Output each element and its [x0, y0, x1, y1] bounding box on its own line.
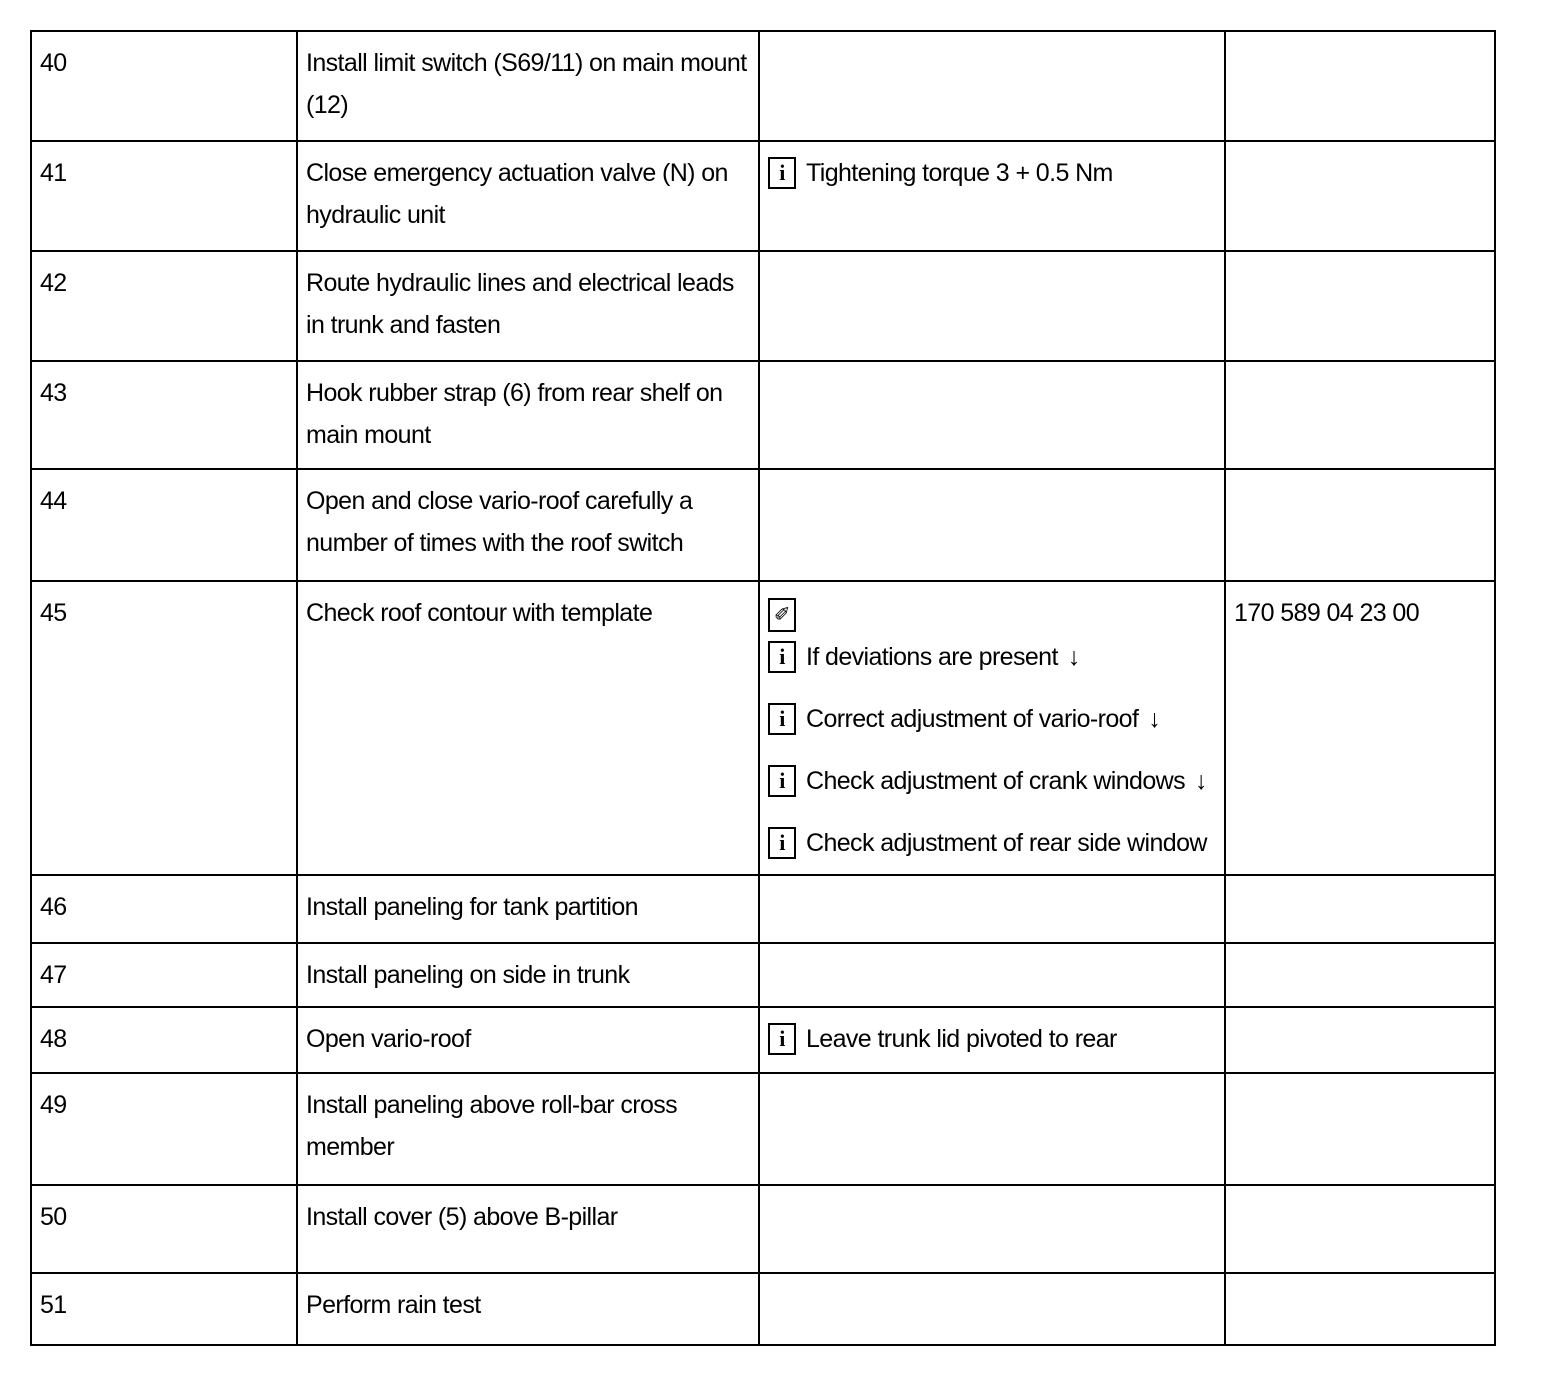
note-line — [768, 822, 1216, 864]
info-icon: i — [768, 765, 796, 797]
table-row — [31, 361, 1495, 469]
procedure-table — [30, 30, 1496, 1346]
table-row — [31, 1273, 1495, 1345]
note-text: Check adjustment of crank windows — [806, 767, 1185, 795]
step-number: 41 — [31, 141, 297, 251]
note-line — [768, 698, 1216, 740]
operation-text: Install paneling for tank partition — [297, 875, 759, 943]
table-row — [31, 31, 1495, 141]
info-icon: i — [768, 827, 796, 859]
operation-text: Open and close vario-roof carefully a number of times with the roof switch — [297, 469, 759, 581]
operation-text: Install limit switch (S69/11) on main mount (12) — [297, 31, 759, 141]
tool-number — [1225, 251, 1495, 361]
tool-number — [1225, 1273, 1495, 1345]
down-arrow-icon: ↓ — [1067, 643, 1080, 671]
note-text: Leave trunk lid pivoted to rear — [806, 1025, 1117, 1053]
notes-cell — [759, 1185, 1225, 1273]
notes-cell — [759, 469, 1225, 581]
operation-text: Install paneling on side in trunk — [297, 943, 759, 1007]
notes-cell — [759, 31, 1225, 141]
step-number: 46 — [31, 875, 297, 943]
info-icon: i — [768, 157, 796, 189]
special-tool-icon: ✐ — [768, 598, 796, 632]
info-icon: i — [768, 1023, 796, 1055]
operation-text: Install cover (5) above B-pillar — [297, 1185, 759, 1273]
table-row — [31, 1073, 1495, 1185]
table-row — [31, 1007, 1495, 1073]
notes-cell — [759, 581, 1225, 875]
info-icon: i — [768, 641, 796, 673]
table-row — [31, 469, 1495, 581]
note-text: If deviations are present — [806, 643, 1058, 671]
info-icon: i — [768, 703, 796, 735]
table-row — [31, 581, 1495, 875]
step-number: 45 — [31, 581, 297, 875]
step-number: 40 — [31, 31, 297, 141]
notes-cell — [759, 875, 1225, 943]
notes-cell — [759, 251, 1225, 361]
table-row — [31, 943, 1495, 1007]
operation-text: Check roof contour with template — [297, 581, 759, 875]
tool-number — [1225, 1073, 1495, 1185]
operation-text: Close emergency actuation valve (N) on hydraulic unit — [297, 141, 759, 251]
notes-cell — [759, 1073, 1225, 1185]
table-row — [31, 875, 1495, 943]
step-number: 43 — [31, 361, 297, 469]
note-line — [768, 760, 1216, 802]
tool-number — [1225, 361, 1495, 469]
tool-number — [1225, 31, 1495, 141]
tool-number — [1225, 141, 1495, 251]
step-number: 48 — [31, 1007, 297, 1073]
tool-number — [1225, 469, 1495, 581]
notes-cell — [759, 141, 1225, 251]
note-line — [768, 636, 1216, 678]
tool-number: 170 589 04 23 00 — [1225, 581, 1495, 875]
tool-number — [1225, 1007, 1495, 1073]
tool-number — [1225, 1185, 1495, 1273]
operation-text: Perform rain test — [297, 1273, 759, 1345]
notes-cell — [759, 1273, 1225, 1345]
note-line — [768, 152, 1216, 194]
notes-cell — [759, 943, 1225, 1007]
operation-text: Route hydraulic lines and electrical leads in trunk and fasten — [297, 251, 759, 361]
down-arrow-icon: ↓ — [1148, 705, 1161, 733]
notes-cell — [759, 1007, 1225, 1073]
table-row — [31, 251, 1495, 361]
step-number: 44 — [31, 469, 297, 581]
step-number: 50 — [31, 1185, 297, 1273]
notes-cell — [759, 361, 1225, 469]
tool-number — [1225, 875, 1495, 943]
note-text: Check adjustment of rear side window — [806, 829, 1207, 857]
table-row — [31, 1185, 1495, 1273]
operation-text: Hook rubber strap (6) from rear shelf on main mount — [297, 361, 759, 469]
note-text: Tightening torque 3 + 0.5 Nm — [806, 159, 1113, 187]
step-number: 51 — [31, 1273, 297, 1345]
step-number: 47 — [31, 943, 297, 1007]
tool-number — [1225, 943, 1495, 1007]
note-text: Correct adjustment of vario-roof — [806, 705, 1139, 733]
note-line — [768, 1018, 1216, 1060]
table-row — [31, 141, 1495, 251]
down-arrow-icon: ↓ — [1195, 767, 1207, 795]
step-number: 42 — [31, 251, 297, 361]
operation-text: Install paneling above roll-bar cross member — [297, 1073, 759, 1185]
step-number: 49 — [31, 1073, 297, 1185]
operation-text: Open vario-roof — [297, 1007, 759, 1073]
